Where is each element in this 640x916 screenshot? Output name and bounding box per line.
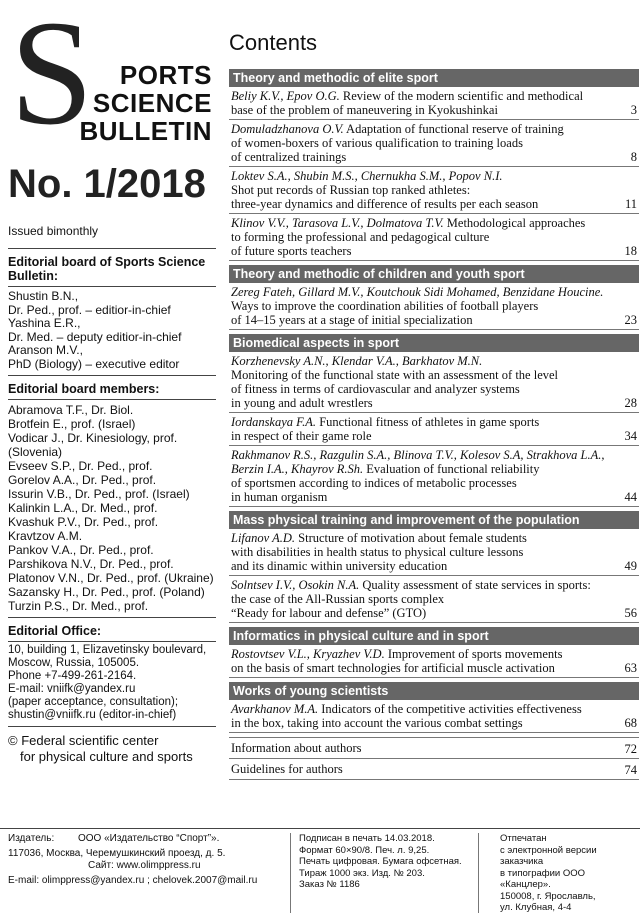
entry-title-line: in human organism [231,490,328,504]
board-member: Pankov V.A., Dr. Ped., prof. [8,543,154,557]
entry-title-line: “Ready for labour and defense” (GTO) [231,606,427,620]
board-line: Aranson M.V., [8,343,83,357]
print-line: Печать цифровая. Бумага офсетная. [299,856,462,867]
entry-title-line: base of the problem of maneuvering in Kyokushinkai [231,103,498,117]
entry-authors: Zereg Fateh, Gillard M.V., Koutchouk Sidi Mohamed, Benzidane Houcine. [231,285,604,299]
entry-title-line: of 14–15 years at a stage of initial specialization [231,313,473,327]
board-member: Evseev S.P., Dr. Ped., prof. [8,459,153,473]
entry-title-line: to forming the professional and pedagogical culture [231,230,490,244]
entry-authors: Rostovtsev V.L., Kryazhev V.D. [231,647,385,661]
toc-extra-entry [229,759,639,780]
issue-number: No. 1/2018 [8,162,206,206]
entry-authors: Lifanov A.D. [231,531,296,545]
office-line: Moscow, Russia, 105005. [8,657,140,669]
divider [8,286,216,287]
printer-line: ул. Клубная, 4-4 [500,902,572,913]
entry-title-line: of women-boxers of various qualification to training loads [231,136,523,150]
publisher-block [8,833,290,887]
printer-line: 150008, г. Ярославль, [500,890,596,902]
page-number: 72 [624,742,637,756]
contents-column [229,30,639,780]
entry-title-line: of fitness in terms of cardiovascular and analyzer systems [231,382,520,396]
entry-title-line: Indicators of the competitive activities effectiveness [318,702,582,716]
section-heading: Works of young scientists [229,682,639,700]
publisher-email: E-mail: olimppress@yandex.ru ; chelovek.2007@mail.ru [8,875,258,886]
print-line: Тираж 1000 экз. Изд. № 203. [299,867,425,879]
entry-title-line: of centralized trainings [231,150,347,164]
entry-text [231,531,617,573]
entry-title-line: three-year dynamics and difference of results per each season [231,197,539,211]
entry-authors: Beliy K.V., Epov O.G. [231,89,340,103]
issue-frequency: Issued bimonthly [8,224,99,238]
office-line: (paper acceptance, consultation); [8,696,179,708]
toc-entry [229,167,639,214]
entry-authors: Avarkhanov M.A. [231,702,319,716]
divider [8,248,216,249]
entry-authors: Klinov V.V., Tarasova L.V., Dolmatova T.V. [231,216,444,230]
toc-entry [229,446,639,507]
entry-text [231,122,617,164]
entry-title-line: Evaluation of functional reliability [363,462,540,476]
entry-authors: Rakhmanov R.S., Razgulin S.A., Blinova T.V., Kolesov S.A, Strakhova L.A., Berzin I.A., Khayrov R.Sh. [231,448,605,476]
board-member: Platonov V.N., Dr. Ped., prof. (Ukraine) [8,571,214,585]
page-number: 63 [624,661,637,675]
logo-word-2: SCIENCE [92,88,212,118]
entry-title-line: Improvement of sports movements [384,647,563,661]
toc-entry [229,700,639,733]
board-line: Yashina E.R., [8,316,81,330]
entry-text [231,647,617,675]
divider [8,399,216,400]
entry-title-line: in the box, taking into account the various combat settings [231,716,523,730]
office-line: 10, building 1, Elizavetinsky boulevard, [8,644,207,656]
entry-text [231,578,617,620]
board-line: PhD (Biology) – executive editor [8,356,180,371]
board-line: Dr. Med. – deputy editior-in-chief [8,329,182,344]
publisher-name: ООО «Издательство “Спорт”». [78,833,220,844]
office-line: Phone +7-499-261-2164. [8,670,137,682]
entry-authors: Domuladzhanova O.V. [231,122,344,136]
page-number: 34 [624,429,637,443]
federal-center-line: for physical culture and sports [20,749,193,764]
entry-authors: Korzhenevsky A.N., Klendar V.A., Barkhatov M.N. [231,354,483,368]
toc-entry [229,283,639,330]
entry-title-line: Monitoring of the functional state with an assessment of the level [231,368,559,382]
board-line: Shustin B.N., [8,289,79,303]
entry-title-line: with disabilities in health status to physical culture lessons [231,545,524,559]
board-member: Kalinkin L.A., Dr. Med., prof. [8,501,158,515]
page-number: 23 [624,313,637,327]
printer-line: Отпечатан [500,833,547,844]
toc-entry [229,120,639,167]
page-number: 68 [624,716,637,730]
table-of-contents [229,69,639,780]
office-heading: Editorial Office: [8,624,102,638]
entry-authors: Loktev S.A., Shubin M.S., Chernukha S.M., Popov N.I. [231,169,503,183]
print-info [299,833,469,891]
entry-title-line: Quality assessment of state services in sports: [359,578,591,592]
board-member: Issurin V.B., Dr. Ped., prof. (Israel) [8,487,190,501]
divider [8,726,216,727]
entry-authors: Iordanskaya F.A. [231,415,317,429]
board-members-heading: Editorial board members: [8,382,160,396]
publisher-row [8,833,290,845]
page-number: 18 [624,244,637,258]
board-member: Kravtzov A.M. [8,529,83,543]
board-member: Vodicar J., Dr. Kinesiology, prof. (Slovenia) [8,431,178,459]
page-number: 8 [630,150,637,164]
publisher-site: Сайт: www.olimppress.ru [88,860,201,871]
page-number: 11 [624,197,637,211]
entry-title-line: Structure of motivation about female students [295,531,527,545]
toc-extra-entry [229,737,639,759]
publisher-address: 117036, Москва, Черемушкинский проезд, д. 5. [8,848,226,859]
editorial-board-heading: Editorial board of Sports Science Bulletin: [8,255,206,283]
divider [8,375,216,376]
entry-title-line: in young and adult wrestlers [231,396,373,410]
printer-line: в типографии ООО «Канцлер». [500,867,586,890]
entry-text [231,89,617,117]
page-number: 44 [624,490,637,504]
entry-title-line: in respect of their game role [231,429,372,443]
entry-title-line: the case of the All-Russian sports complex [231,592,445,606]
extra-label: Information about authors [231,741,362,755]
entry-title-line: of sportsmen according to indices of metabolic processes [231,476,517,490]
publisher-label: Издатель: [8,833,55,844]
entry-authors: Solntsev I.V., Osokin N.A. [231,578,360,592]
section-heading: Mass physical training and improvement of the population [229,511,639,529]
entry-text [231,415,617,443]
masthead-column [8,0,216,765]
entry-text [231,216,617,258]
board-members-list [8,403,216,613]
print-line: Подписан в печать 14.03.2018. [299,833,435,844]
page-number: 3 [630,103,637,117]
section-heading: Biomedical aspects in sport [229,334,639,352]
toc-entry [229,413,639,446]
printer-line: с электронной версии заказчика [500,844,597,867]
entry-title-line: on the basis of smart technologies for artificial muscle activation [231,661,555,675]
board-member: Abramova T.F., Dr. Biol. [8,403,134,417]
logo-word-3: BULLETIN [79,116,212,146]
entry-title-line: Functional fitness of athletes in game sports [316,415,540,429]
toc-entry [229,214,639,261]
toc-entry [229,352,639,413]
office-email: E-mail: vniifk@yandex.ru [8,683,136,695]
page-number: 74 [624,763,637,777]
office-address [8,644,216,722]
board-member: Gorelov A.A., Dr. Ped., prof. [8,473,157,487]
entry-text [231,169,617,211]
editorial-board-list [8,290,216,371]
entry-title-line: and its dinamic within university education [231,559,448,573]
imprint-footer [0,828,640,916]
entry-text [231,702,617,730]
entry-title-line: Shot put records of Russian top ranked athletes: [231,183,471,197]
page-number: 49 [624,559,637,573]
divider [8,617,216,618]
logo-word-1: PORTS [119,60,212,90]
board-member: Sazansky H., Dr. Ped., prof. (Poland) [8,585,205,599]
board-member: Kvashuk P.V., Dr. Ped., prof. [8,515,159,529]
printer-info [500,833,638,914]
toc-entry [229,529,639,576]
divider [478,833,479,913]
toc-entry [229,576,639,623]
toc-entry [229,87,639,120]
board-member: Turzin P.S., Dr. Med., prof. [8,599,149,613]
federal-center-line: © Federal scientific center [8,733,159,748]
entry-title-line: Methodological approaches [443,216,586,230]
page-number: 28 [624,396,637,410]
toc-entry [229,645,639,678]
entry-title-line: Adaptation of functional reserve of training [343,122,564,136]
print-line: Заказ № 1186 [299,879,360,890]
entry-text [231,285,617,327]
logo-letter: S [10,0,94,156]
federal-center [8,733,216,765]
journal-logo [8,0,216,156]
board-member: Brotfein E., prof. (Israel) [8,417,136,431]
entry-title-line: of future sports teachers [231,244,352,258]
board-member: Parshikova N.V., Dr. Ped., prof. [8,557,174,571]
extra-label: Guidelines for authors [231,762,343,776]
section-heading: Informatics in physical culture and in sport [229,627,639,645]
office-email: shustin@vniifk.ru (editor-in-chief) [8,709,177,721]
contents-title: Contents [229,30,318,55]
entry-text [231,448,617,504]
page-number: 56 [624,606,637,620]
entry-text [231,354,617,410]
entry-title-line: Review of the modern scientific and methodical [339,89,584,103]
section-heading: Theory and methodic of children and youth sport [229,265,639,283]
print-line: Формат 60×90/8. Печ. л. 9,25. [299,844,430,856]
section-heading: Theory and methodic of elite sport [229,69,639,87]
divider [8,641,216,642]
board-line: Dr. Ped., prof. – editior-in-chief [8,302,171,317]
entry-title-line: Ways to improve the coordination abilities of football players [231,299,539,313]
divider [290,833,291,913]
